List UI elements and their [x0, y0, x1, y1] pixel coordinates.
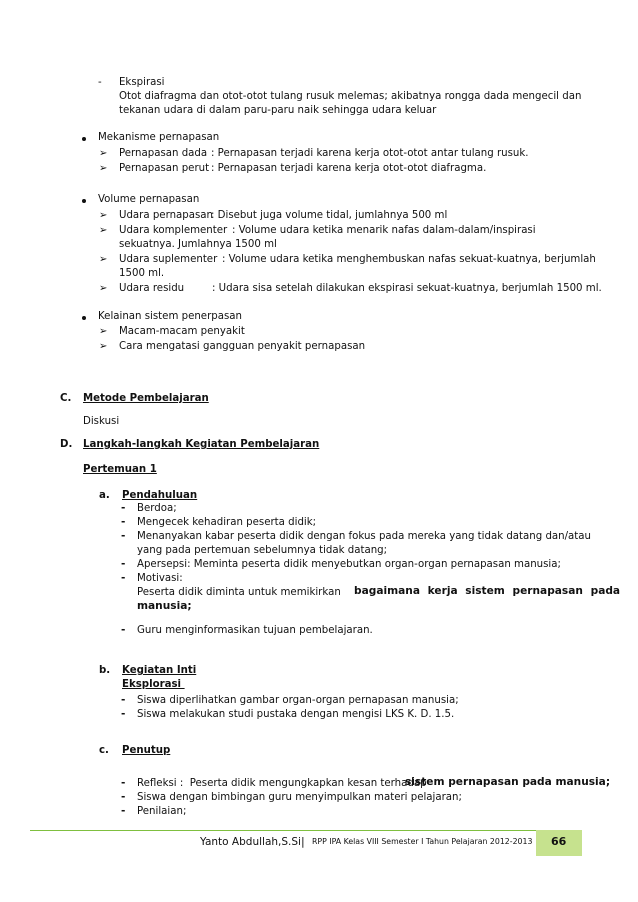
pendahuluan-item-4: Apersepsi: Meminta peserta didik menyebutkan organ-organ pernapasan manusia;	[137, 559, 561, 570]
pendahuluan-item-0: Berdoa;	[137, 503, 177, 514]
volume-desc-2: : Volume udara ketika menghembuskan nafas sekuat-kuatnya, berjumlah	[222, 254, 596, 265]
volume-label-3: Udara residu	[119, 283, 185, 294]
volume-cont-2: 1500 ml.	[119, 268, 165, 279]
penutup-item-1: Penilaian;	[137, 806, 187, 817]
section-d-letter: D.	[60, 439, 73, 450]
volume-label-0: Udara pernapasan	[119, 210, 213, 221]
dash-marker: -	[121, 777, 126, 789]
pendahuluan-item-3: yang pada pertemuan sebelumnya tidak datang;	[137, 545, 388, 556]
dash-marker: -	[121, 516, 126, 528]
pendahuluan-title: Pendahuluan	[122, 490, 198, 501]
volume-desc-1: : Volume udara ketika menarik nafas dalam-dalam/inspirasi	[232, 225, 536, 236]
mekanisme-label-1: Pernapasan perut	[119, 163, 210, 174]
pendahuluan-letter: a.	[99, 490, 110, 501]
dash-marker: -	[121, 572, 126, 584]
dash-marker: -	[121, 694, 126, 706]
pendahuluan-item-1: Mengecek kehadiran peserta didik;	[137, 517, 317, 528]
volume-desc-0: : Disebut juga volume tidal, jumlahnya 500 ml	[211, 210, 448, 221]
dash-marker: -	[121, 624, 126, 636]
ekspirasi-line2: tekanan udara di dalam paru-paru naik sehingga udara keluar	[119, 105, 437, 116]
mekanisme-desc-1: : Pernapasan terjadi karena kerja otot-otot diafragma.	[211, 163, 487, 174]
penutup-title: Penutup	[122, 745, 171, 756]
pendahuluan-item-2: Menanyakan kabar peserta didik dengan fokus pada mereka yang tidak datang dan/atau	[137, 531, 591, 542]
refleksi-highlight: sistem pernapasan pada manusia;	[405, 776, 611, 788]
dash-marker: -	[98, 77, 102, 88]
section-d-title: Langkah-langkah Kegiatan Pembelajaran	[83, 439, 320, 450]
arrow-bullet-icon: ➢	[99, 326, 108, 337]
arrow-bullet-icon: ➢	[99, 254, 108, 265]
inti-letter: b.	[99, 665, 111, 676]
footer-separator: |	[301, 835, 305, 848]
kelainan-title: Kelainan sistem penerpasan	[98, 311, 242, 322]
bullet-dot	[82, 316, 86, 320]
arrow-bullet-icon: ➢	[99, 225, 108, 236]
footer-author: Yanto Abdullah,S.Si	[200, 836, 301, 848]
kelainan-item-1: Cara mengatasi gangguan penyakit pernapasan	[119, 341, 366, 352]
footer-divider	[30, 830, 580, 831]
footer-doc: RPP IPA Kelas VIII Semester I Tahun Pelajaran 2012-2013	[312, 837, 533, 846]
dash-marker: -	[121, 791, 126, 803]
section-c-letter: C.	[60, 393, 72, 404]
penutup-item-0: Siswa dengan bimbingan guru menyimpulkan materi pelajaran;	[137, 792, 462, 803]
kelainan-item-0: Macam-macam penyakit	[119, 326, 245, 337]
volume-cont-1: sekuatnya. Jumlahnya 1500 ml	[119, 239, 277, 250]
motivasi-text: Peserta didik diminta untuk memikirkan	[137, 587, 341, 598]
volume-title: Volume pernapasan	[98, 194, 200, 205]
dash-marker: -	[121, 558, 126, 570]
pendahuluan-item-5: Motivasi:	[137, 573, 183, 584]
inti-item-0: Siswa diperlihatkan gambar organ-organ pernapasan manusia;	[137, 695, 459, 706]
dash-marker: -	[121, 708, 126, 720]
motivasi-highlight: bagaimana kerja sistem pernapasan pada	[354, 585, 621, 597]
ekspirasi-title: Ekspirasi	[119, 77, 165, 88]
arrow-bullet-icon: ➢	[99, 163, 108, 174]
penutup-letter: c.	[99, 745, 109, 756]
section-c-title: Metode Pembelajaran	[83, 393, 209, 404]
inti-item-1: Siswa melakukan studi pustaka dengan mengisi LKS K. D. 1.5.	[137, 709, 455, 720]
mekanisme-label-0: Pernapasan dada	[119, 148, 208, 159]
ekspirasi-line1: Otot diafragma dan otot-otot tulang rusuk melemas; akibatnya rongga dada mengecil dan	[119, 91, 582, 102]
guru-info: Guru menginformasikan tujuan pembelajaran.	[137, 625, 373, 636]
volume-label-1: Udara komplementer	[119, 225, 228, 236]
meeting-title: Pertemuan 1	[83, 464, 157, 475]
section-c-content: Diskusi	[83, 416, 120, 427]
refleksi-text: Refleksi : Peserta didik mengungkapkan kesan terhadap	[137, 778, 427, 789]
volume-label-2: Udara suplementer	[119, 254, 218, 265]
mekanisme-desc-0: : Pernapasan terjadi karena kerja otot-otot antar tulang rusuk.	[211, 148, 529, 159]
mekanisme-title: Mekanisme pernapasan	[98, 132, 220, 143]
volume-desc-3: : Udara sisa setelah dilakukan ekspirasi sekuat-kuatnya, berjumlah 1500 ml.	[212, 283, 602, 294]
dash-marker: -	[121, 502, 126, 514]
arrow-bullet-icon: ➢	[99, 148, 108, 159]
page-number: 66	[551, 835, 567, 848]
arrow-bullet-icon: ➢	[99, 341, 108, 352]
bullet-dot	[82, 199, 86, 203]
arrow-bullet-icon: ➢	[99, 210, 108, 221]
bullet-dot	[82, 137, 86, 141]
motivasi-highlight-2: manusia;	[137, 600, 192, 612]
dash-marker: -	[121, 805, 126, 817]
arrow-bullet-icon: ➢	[99, 283, 108, 294]
eksplorasi-title: Eksplorasi	[122, 679, 185, 690]
dash-marker: -	[121, 530, 126, 542]
inti-title: Kegiatan Inti	[122, 665, 197, 676]
